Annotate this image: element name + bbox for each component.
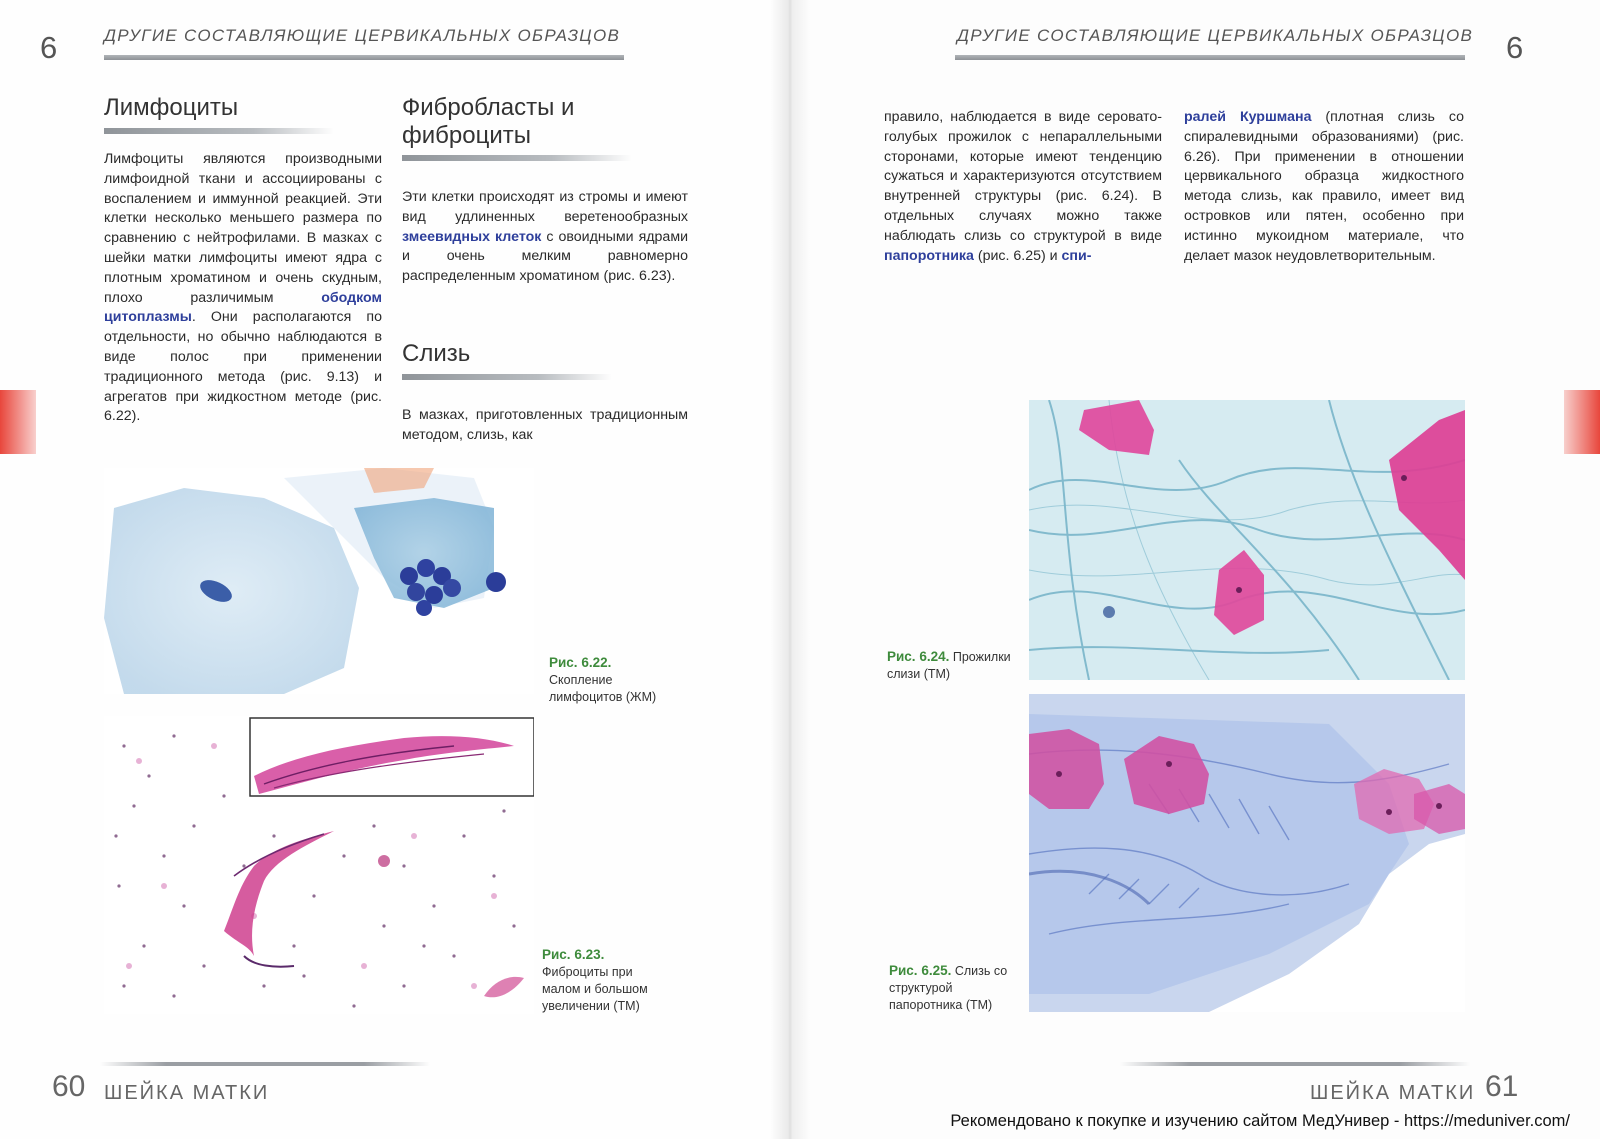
caption-fig-6-24: Рис. 6.24. Прожилки слизи (ТМ) (887, 649, 1011, 681)
side-thumb-marker-left (0, 390, 36, 454)
micrograph-fibrocytes (104, 716, 534, 1014)
watermark-text: Рекомендовано к покупке и изучению сайтом МедУнивер - https://meduniver.com/ (950, 1112, 1570, 1130)
page-number-left: 60 (52, 1070, 86, 1103)
book-title-right: ШЕЙКА МАТКИ (1310, 1082, 1476, 1104)
section-title-fibroblasts: Фибробласты и фиброциты (402, 94, 575, 149)
section-rule (402, 155, 632, 161)
book-gutter-shadow (770, 0, 810, 1139)
micrograph-lymphocytes-drawing (104, 468, 534, 694)
figure-label: Рис. 6.23. (542, 947, 605, 962)
section-title-lymphocytes: Лимфоциты (104, 94, 239, 121)
caption-fig-6-22: Рис. 6.22. Скопление лимфоцитов (ЖМ) (549, 655, 657, 704)
micrograph-fern-mucus-drawing (1029, 694, 1465, 1012)
micrograph-lymphocytes (104, 468, 534, 694)
right-page (790, 0, 1600, 1139)
section-rule (104, 128, 334, 134)
paragraph-mucus-continued: правило, наблюдается в виде серовато-голубых прожилок с непараллельными сторонами, которые имеют тенденцию сужаться и характеризуются отсутствием внутренней структуры (рис. 6.24). В отдельных случаях можно также наблюдать слизь со структурой в виде папоротника (рис. 6.25) и спи- (884, 109, 1162, 264)
caption-fig-6-25: Рис. 6.25. Слизь со структурой папоротника (ТМ) (889, 963, 1008, 1012)
figure-label: Рис. 6.25. (889, 963, 952, 978)
page-number-right: 61 (1485, 1070, 1519, 1103)
left-page (0, 0, 790, 1139)
running-head: ДРУГИЕ СОСТАВЛЯЮЩИЕ ЦЕРВИКАЛЬНЫХ ОБРАЗЦОВ (104, 26, 621, 45)
micrograph-mucus-strands (1029, 400, 1465, 680)
paragraph-fibroblasts: Эти клетки происходят из стромы и имеют вид удлиненных веретенообразных змеевидных клеток с овоидными ядрами и очень мелким равномерно распределенным хроматином (рис. 6.23). (402, 189, 688, 285)
header-rule (104, 55, 624, 60)
paragraph-lymphocytes: Лимфоциты являются производными лимфоидной ткани и ассоциированы с воспалением и иммунной реакцией. Эти клетки несколько меньшего размера по сравнению с нейтрофилами. В мазках с шейки матки лимфоциты имеют ядра с плотным хроматином и очень скудным, плохо различимым ободком цитоплазмы. Они располагаются по отдельности, но обычно наблюдаются в виде полос при применении традиционного метода (рис. 9.13) и агрегатов при жидкостном методе (рис. 6.22). (104, 151, 382, 425)
book-title-left: ШЕЙКА МАТКИ (104, 1082, 270, 1104)
keyword-serpentine-cells: змеевидных клеток (402, 228, 542, 245)
micrograph-mucus-strands-drawing (1029, 400, 1465, 680)
caption-fig-6-23: Рис. 6.23. Фиброциты при малом и большом увеличении (ТМ) (542, 947, 648, 1013)
chapter-number: 6 (40, 30, 58, 65)
figure-label: Рис. 6.24. (887, 649, 950, 664)
footer-rule (100, 1062, 430, 1066)
header-rule (955, 55, 1465, 60)
figure-label: Рис. 6.22. (549, 655, 612, 670)
keyword-cytoplasm-rim: ободком цитоплазмы (104, 289, 382, 326)
paragraph-mucus-start: В мазках, приготовленных традиционным методом, слизь, как (402, 407, 688, 443)
keyword-curschmann-spirals: ралей Куршмана (1184, 109, 1312, 125)
section-title-mucus: Слизь (402, 340, 471, 367)
chapter-number: 6 (1506, 30, 1524, 65)
side-thumb-marker-right (1564, 390, 1600, 454)
keyword-fern: папоротника (884, 247, 974, 264)
paragraph-mucus-col2: ралей Куршмана (плотная слизь со спиралевидными образованиями) (рис. 6.26). При применении в отношении цервикального образца жидкостного метода слизь, как правило, имеет вид островков или пятен, особенно при истинно мукоидном материале, что делает мазок неудовлетворительным. (1184, 109, 1464, 264)
running-head: ДРУГИЕ СОСТАВЛЯЮЩИЕ ЦЕРВИКАЛЬНЫХ ОБРАЗЦОВ (957, 26, 1474, 45)
micrograph-fibrocytes-drawing (104, 716, 534, 1014)
footer-rule (1120, 1062, 1470, 1066)
micrograph-fern-mucus (1029, 694, 1465, 1012)
section-rule (402, 374, 612, 380)
keyword-spirals-part1: спи- (1061, 247, 1092, 264)
